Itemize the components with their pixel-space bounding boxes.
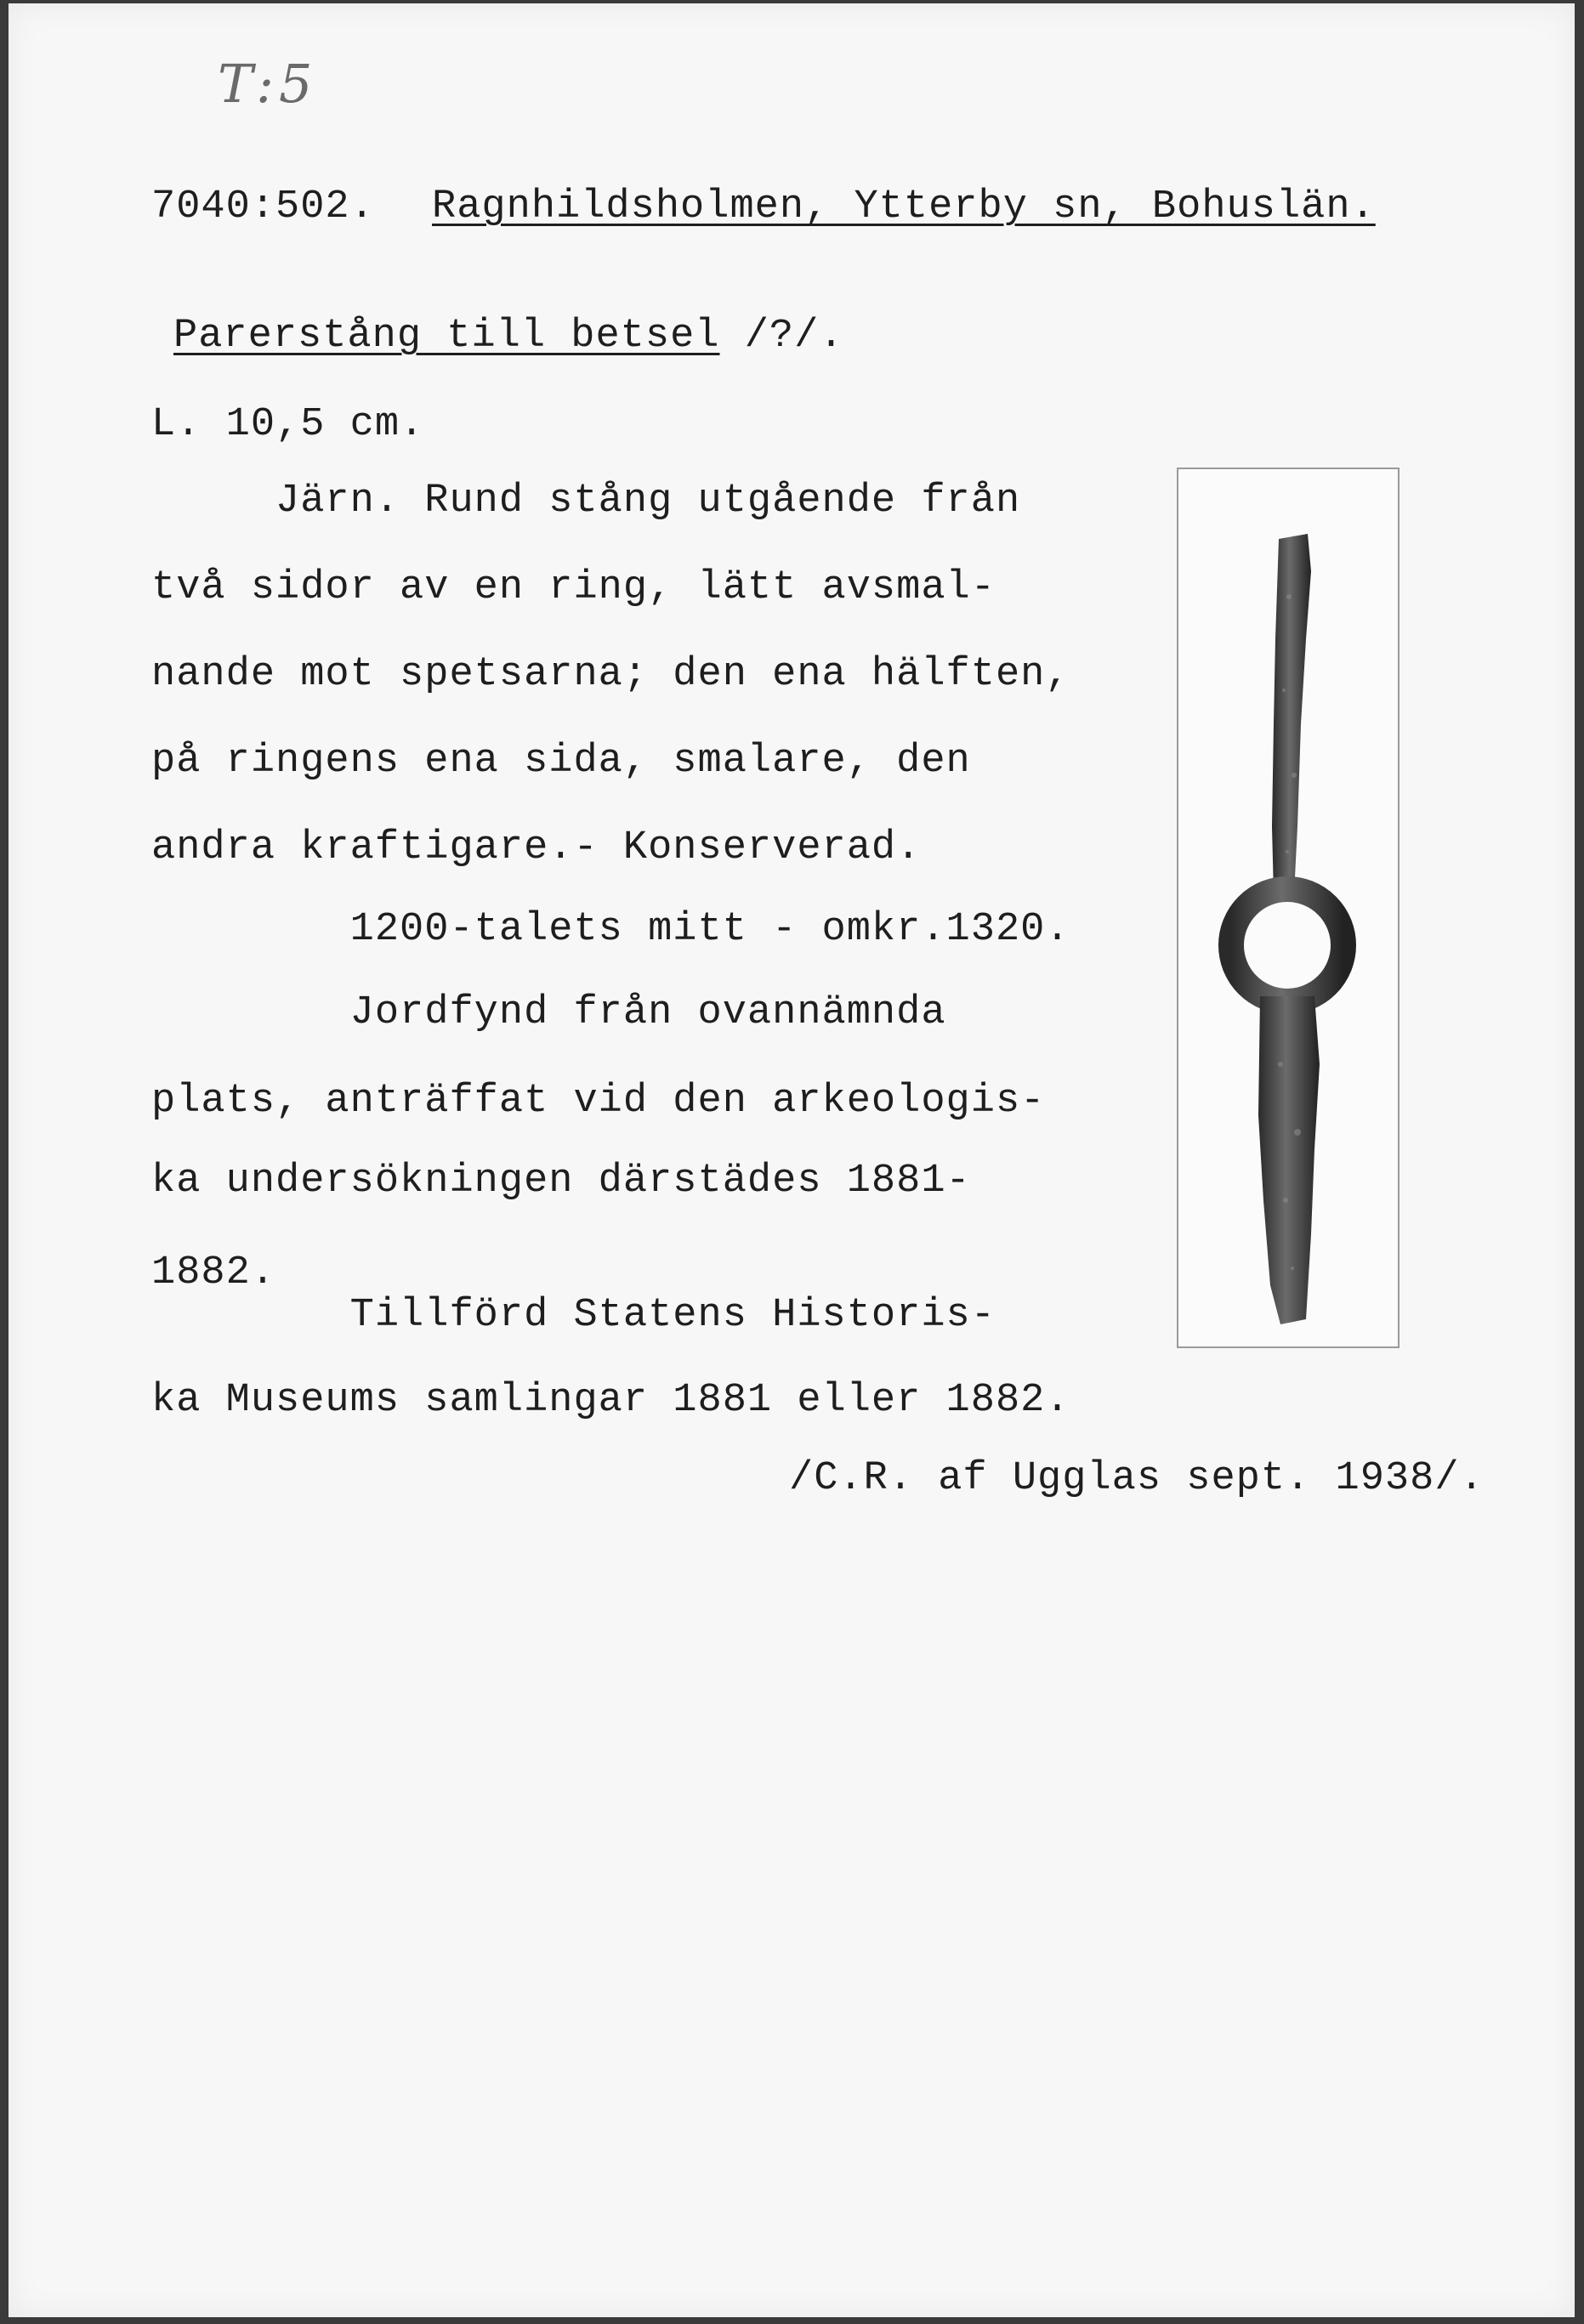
body-line: ka Museums samlingar 1881 eller 1882. <box>151 1378 1070 1423</box>
body-line: på ringens ena sida, smalare, den <box>151 739 971 784</box>
object-title-row <box>173 314 844 359</box>
body-line: 1200-talets mitt - omkr.1320. <box>151 907 1070 952</box>
object-title: Parerstång till betsel <box>173 314 720 359</box>
location: Ragnhildsholmen, Ytterby sn, Bohuslän. <box>432 184 1376 230</box>
artifact-photo <box>1177 468 1399 1348</box>
iron-bit-bar-image <box>1178 469 1398 1346</box>
body-line: två sidor av en ring, lätt avsmal- <box>151 565 996 610</box>
body-line: Järn. Rund stång utgående från <box>151 479 1021 524</box>
handwritten-mark: T:5 <box>218 53 318 115</box>
catalog-number: 7040:502. <box>151 184 375 230</box>
body-line: nande mot spetsarna; den ena hälften, <box>151 652 1070 697</box>
object-title-suffix: /?/. <box>719 314 844 359</box>
body-line: 1882. <box>151 1250 276 1295</box>
dimensions: L. 10,5 cm. <box>151 402 425 447</box>
body-line: plats, anträffat vid den arkeologis- <box>151 1079 1046 1124</box>
signature: /C.R. af Ugglas sept. 1938/. <box>789 1456 1485 1501</box>
catalog-card <box>9 3 1575 2317</box>
body-line: Jordfynd från ovannämnda <box>151 990 946 1035</box>
body-line: ka undersökningen därstädes 1881- <box>151 1159 971 1204</box>
body-line: Tillförd Statens Historis- <box>151 1293 996 1338</box>
body-line: andra kraftigare.- Konserverad. <box>151 825 922 870</box>
